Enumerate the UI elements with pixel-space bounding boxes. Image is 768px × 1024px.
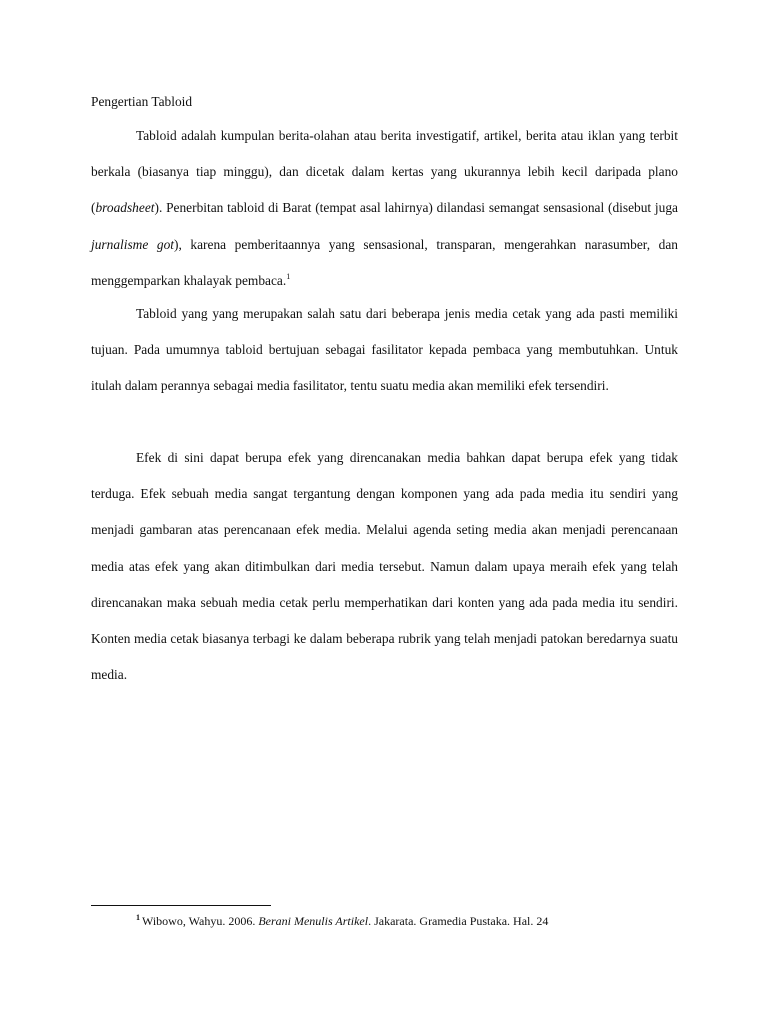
italic-term-jurnalisme-got: jurnalisme got: [91, 236, 174, 252]
footnote-author: Wibowo, Wahyu. 2006.: [142, 914, 259, 928]
footnote: [136, 913, 548, 929]
section-title: Pengertian Tabloid: [91, 94, 193, 109]
footnote-separator: [91, 905, 271, 906]
paragraph-1: [91, 118, 678, 299]
paragraph-2: Tabloid yang yang merupakan salah satu dari beberapa jenis media cetak yang ada pasti memiliki tujuan. Pada umumnya tabloid bertujuan sebagai fasilitator kepada pembaca yang membutuhkan. Untuk itulah dalam perannya sebagai media fasilitator, tentu suatu media akan memiliki efek tersendiri.: [91, 306, 678, 394]
paragraph-1-text-3: ), karena pemberitaannya yang sensasional, transparan, mengerahkan narasumber, dan menggemparkan khalayak pembaca.: [91, 236, 678, 288]
paragraph-3: Efek di sini dapat berupa efek yang direncanakan media bahkan dapat berupa efek yang tidak terduga. Efek sebuah media sangat tergantung dengan komponen yang ada pada media itu sendiri yang menjadi gambaran atas perencanaan efek media. Melalui agenda seting media akan menjadi perencanaan media atas efek yang akan ditimbulkan dari media tersebut. Namun dalam upaya meraih efek yang telah direncanakan maka sebuah media cetak perlu memperhatikan dari konten yang ada pada media itu sendiri. Konten media cetak biasanya terbagi ke dalam beberapa rubrik yang telah menjadi patokan beredarnya suatu media.: [91, 450, 678, 683]
footnote-reference[interactable]: 1: [286, 271, 291, 281]
italic-term-broadsheet: broadsheet: [95, 200, 155, 216]
footnote-book-title: Berani Menulis Artikel: [258, 914, 369, 928]
footnote-publisher: . Jakarata. Gramedia Pustaka. Hal. 24: [368, 914, 549, 928]
footnote-number: 1: [136, 913, 140, 922]
paragraph-1-text-1: Tabloid adalah kumpulan berita-olahan atau berita investigatif, artikel, berita atau iklan yang terbit berkala (biasanya tiap minggu), dan dicetak dalam kertas yang ukurannya lebih kecil daripada plano (: [91, 128, 678, 216]
paragraph-1-text-2: ). Penerbitan tabloid di Barat (tempat asal lahirnya) dilandasi semangat sensasional (disebut juga: [154, 200, 678, 216]
